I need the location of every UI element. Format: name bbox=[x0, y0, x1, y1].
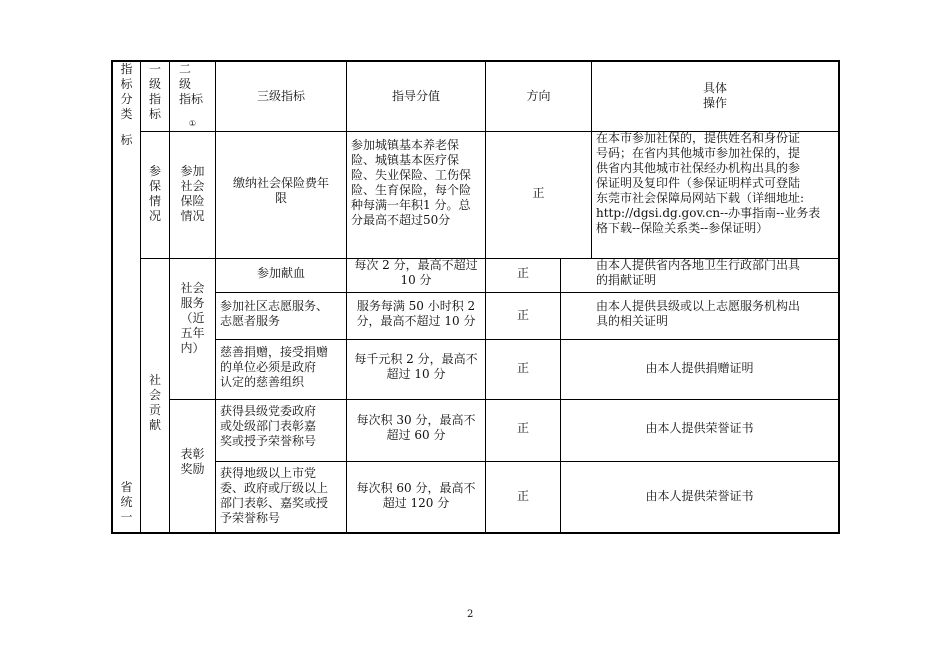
row-divider-2 bbox=[215, 292, 838, 293]
row1-direction: 正 bbox=[516, 266, 529, 280]
row0-direction: 正 bbox=[532, 186, 545, 200]
row-divider-4 bbox=[169, 399, 838, 400]
row1-operation: 由本人提供省内各地卫生行政部门出具 的捐献证明 bbox=[596, 258, 801, 287]
table-bottom-border bbox=[111, 532, 839, 534]
row4-direction: 正 bbox=[516, 421, 529, 435]
l1-social-insurance: 参 保 情 况 bbox=[148, 164, 161, 223]
row2-l3: 参加社区志愿服务、 志愿者服务 bbox=[220, 299, 329, 328]
header-level2-note: ① bbox=[188, 119, 197, 128]
row0-score: 参加城镇基本养老保 险、城镇基本医疗保 险、失业保险、工伤保 险、生育保险，每个险 种每满一年积1 分。总 分最高不超过50分 bbox=[351, 138, 472, 227]
row5-l3: 获得地级以上市党 委、政府或厅级以上 部门表彰、嘉奖或授 予荣誉称号 bbox=[220, 466, 329, 525]
header-score: 指导分值 bbox=[391, 89, 440, 103]
col-divider-4 bbox=[346, 60, 347, 533]
row3-l3: 慈善捐赠，接受捐赠 的单位必须是政府 认定的慈善组织 bbox=[220, 345, 329, 389]
category-bottom-label: 省 统 一 bbox=[120, 480, 133, 524]
header-level1: 一 级 指 标 bbox=[148, 62, 161, 121]
row-divider-5 bbox=[215, 461, 838, 462]
row4-operation: 由本人提供荣誉证书 bbox=[645, 421, 754, 435]
header-operation: 具体 操作 bbox=[702, 81, 727, 110]
l2-social-insurance: 参加 社会 保险 情况 bbox=[180, 164, 205, 223]
row3-score: 每千元积 2 分，最高不 超过 10 分 bbox=[354, 352, 478, 381]
header-direction: 方向 bbox=[526, 89, 551, 103]
col-divider-3 bbox=[215, 60, 216, 533]
row3-direction: 正 bbox=[516, 361, 529, 375]
row4-l3: 获得县级党委政府 或处级部门表彰嘉 奖或授予荣誉称号 bbox=[220, 404, 317, 448]
l1-social-contribution: 社 会 贡 献 bbox=[148, 373, 161, 432]
header-level2: 二 级 指标 bbox=[179, 62, 204, 106]
row5-score: 每次积 60 分，最高不 超过 120 分 bbox=[356, 481, 476, 510]
page-number: 2 bbox=[467, 609, 474, 620]
l2-social-service: 社会 服务 （近 五年 内） bbox=[180, 281, 205, 355]
row1-score: 每次 2 分，最高不超过 10 分 bbox=[354, 258, 478, 287]
category-top-label: 标 bbox=[120, 133, 133, 147]
col-divider-5 bbox=[485, 60, 486, 533]
row3-operation: 由本人提供捐赠证明 bbox=[645, 361, 754, 375]
table-top-border bbox=[111, 60, 839, 62]
header-level3: 三级指标 bbox=[256, 89, 305, 103]
col-divider-1 bbox=[140, 60, 141, 533]
row1-l3: 参加献血 bbox=[256, 266, 305, 280]
row5-operation: 由本人提供荣誉证书 bbox=[645, 489, 754, 503]
row5-direction: 正 bbox=[516, 489, 529, 503]
row4-score: 每次积 30 分，最高不 超过 60 分 bbox=[356, 413, 476, 442]
row-divider-3 bbox=[215, 339, 838, 340]
row2-operation: 由本人提供县级或以上志愿服务机构出 具的相关证明 bbox=[596, 299, 801, 328]
row0-operation: 在本市参加社保的，提供姓名和身份证 号码；在省内其他城市参加社保的，提 供省内其他城市社保经办机构出具的参 保证明及复印件（参保证明样式可登陆 东莞市社会保障局网站下载（详细地址: http://dgsi.dg.gov.cn--办事指南--业务表 格下载--保险关系类--参保证明） bbox=[596, 131, 821, 235]
table-left-border bbox=[111, 60, 113, 534]
row2-direction: 正 bbox=[516, 308, 529, 322]
row0-l3: 缴纳社会保险费年 限 bbox=[232, 176, 329, 205]
header-category: 指 标 分 类 bbox=[120, 62, 133, 121]
row2-score: 服务每满 50 小时积 2 分，最高不超过 10 分 bbox=[356, 299, 476, 328]
l2-honors: 表彰 奖励 bbox=[180, 447, 205, 476]
